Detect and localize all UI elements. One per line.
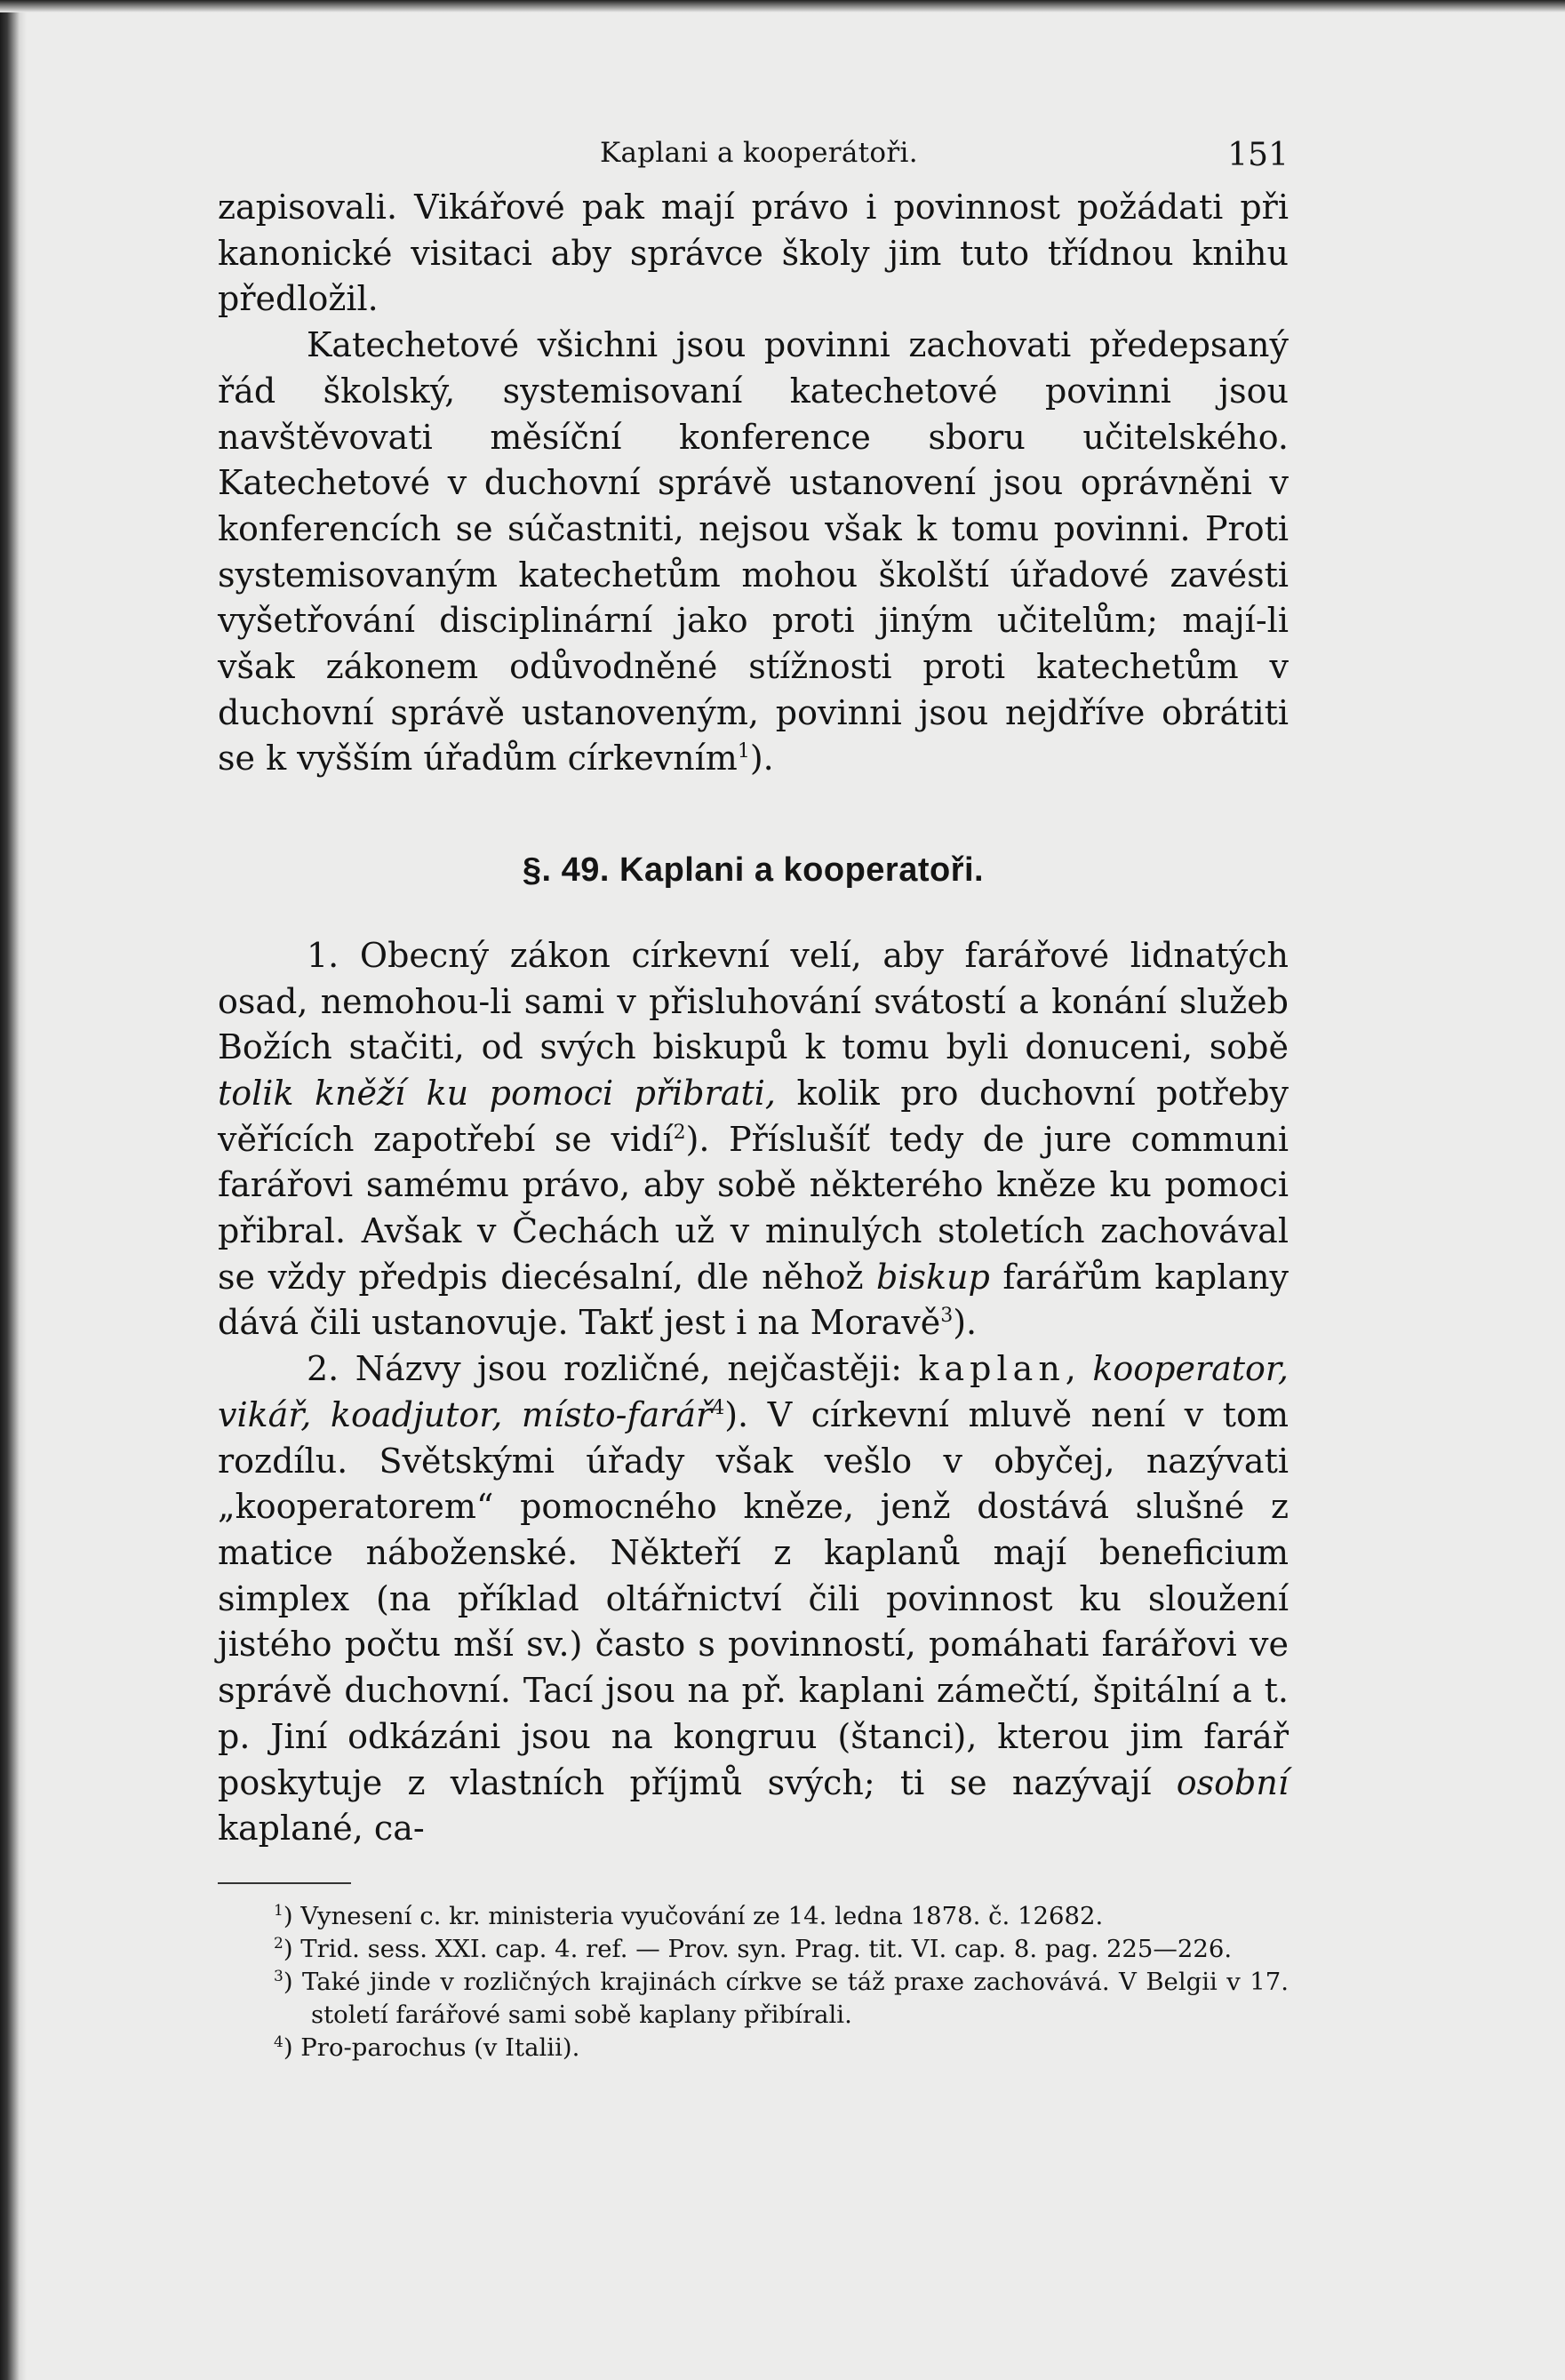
page-binding-shadow: [0, 0, 27, 2380]
footnote-divider: [218, 1882, 351, 1884]
paragraph-obecny-zakon: [218, 933, 1289, 1346]
paragraph-text: ). V církevní mluvě není v tom rozdílu. Světskými úřady však vešlo v obyčej, nazývati „kooperatorem“ pomocného kněze, jenž dostává slušné z matice náboženské. Někteří z kaplanů mají beneficium simplex (na příklad oltářnictví čili povinnost ku sloužení jistého počtu mší sv.) často s povinností, pomáhati farářovi ve správě duchovní. Tací jsou na př. kaplani zámečtí, špitální a t. p. Jiní odkázáni jsou na kongruu (štanci), kterou jim farář poskytuje z vlastních příjmů svých; ti se nazývají: [218, 1394, 1289, 1802]
running-head: [218, 132, 1289, 185]
footnotes: [218, 1900, 1289, 2065]
paragraph-text: kolik pro duchovní potřeby věřících zapotřebí se vidí: [218, 1073, 1289, 1159]
page-top-shadow: [0, 0, 1565, 12]
footnote-text: ) Vynesení c. kr. ministeria vyučování ze 14. ledna 1878. č. 12682.: [283, 1901, 1104, 1930]
footnote-2: [218, 1933, 1289, 1966]
paragraph-text: farářům kaplany dává čili ustanovuje. Takť jest i na Moravě: [218, 1257, 1289, 1343]
footnote-mark: 2: [274, 1934, 283, 1953]
paragraph-text: zapisovali. Vikářové pak mají právo i povinnost požádati při kanonické visitaci aby správce školy jim tuto třídnou knihu předložil.: [218, 188, 1289, 319]
paragraph-text: 1. Obecný zákon církevní velí, aby farářové lidnatých osad, nemohou-li sami v přisluhování svátostí a konání služeb Božích stačiti, od svých biskupů k tomu byli donuceni, sobě: [218, 935, 1289, 1067]
footnote-ref-1[interactable]: 1: [737, 740, 750, 763]
footnote-ref-3[interactable]: 3: [940, 1305, 954, 1328]
paragraph-text: ,: [1065, 1349, 1093, 1389]
footnote-1: [218, 1900, 1289, 1933]
section-heading: §. 49. Kaplani a kooperatoři.: [522, 851, 985, 890]
paragraph-continuation: [218, 185, 1289, 323]
paragraph-text: ). Příslušíť tedy de jure communi farářovi samému právo, aby sobě některého kněze ku pomoci přibral. Avšak v Čechách už v minulých stoletích zachovával se vždy předpis diecésalní, dle něhož: [218, 1119, 1289, 1297]
footnote-mark: 3: [274, 1967, 283, 1985]
page-number: 151: [1227, 137, 1289, 173]
italic-phrase: kooperator, vikář, koadjutor, místo-farář: [218, 1349, 1289, 1434]
footnote-text: ) Trid. sess. XXI. cap. 4. ref. — Prov. syn. Prag. tit. VI. cap. 8. pag. 225—226.: [283, 1934, 1233, 1963]
paragraph-text: 2. Názvy jsou rozličné, nejčastěji:: [307, 1349, 919, 1389]
footnote-text: ) Také jinde v rozličných krajinách církve se táž praxe zachovává. V Belgii v 17. století farářové sami sobě kaplany přibírali.: [283, 1967, 1289, 2029]
spaced-term: kaplan: [918, 1349, 1066, 1389]
footnote-4: [218, 2032, 1289, 2065]
paragraph-text: ).: [953, 1303, 978, 1343]
footnote-3: [218, 1966, 1289, 2032]
paragraph-text: ).: [749, 739, 774, 779]
italic-phrase: biskup: [876, 1257, 990, 1297]
body-text: [218, 185, 1289, 1852]
page-content: [218, 132, 1289, 2065]
running-title: Kaplani a kooperátoři.: [600, 137, 918, 169]
paragraph-text: Katechetové všichni jsou povinni zachovati předepsaný řád školský, systemisovaní katechetové povinni jsou navštěvovati měsíční konference sboru učitelského. Katechetové v duchovní správě ustanovení jsou oprávněni v konferencích se súčastniti, nejsou však k tomu povinni. Proti systemisovaným katechetům mohou školští úřadové zavésti vyšetřování disciplinární jako proti jiným učitelům; mají-li však zákonem odůvodněné stížnosti proti katechetům v duchovní správě ustanoveným, povinni jsou nejdříve obrátiti se k vyšším úřadům církevním: [218, 325, 1289, 779]
footnote-text: ) Pro-parochus (v Italii).: [283, 2033, 580, 2062]
paragraph-nazvy: [218, 1346, 1289, 1852]
footnote-ref-2[interactable]: 2: [673, 1121, 686, 1144]
footnote-mark: 4: [274, 2033, 283, 2051]
paragraph-text: kaplané, ca-: [218, 1809, 425, 1849]
italic-phrase: tolik kněží ku pomoci přibrati,: [218, 1073, 776, 1113]
italic-phrase: osobní: [1176, 1762, 1289, 1802]
footnote-ref-4[interactable]: 4: [712, 1396, 725, 1419]
footnote-mark: 1: [274, 1901, 283, 1920]
paragraph-katechetove: [218, 323, 1289, 782]
